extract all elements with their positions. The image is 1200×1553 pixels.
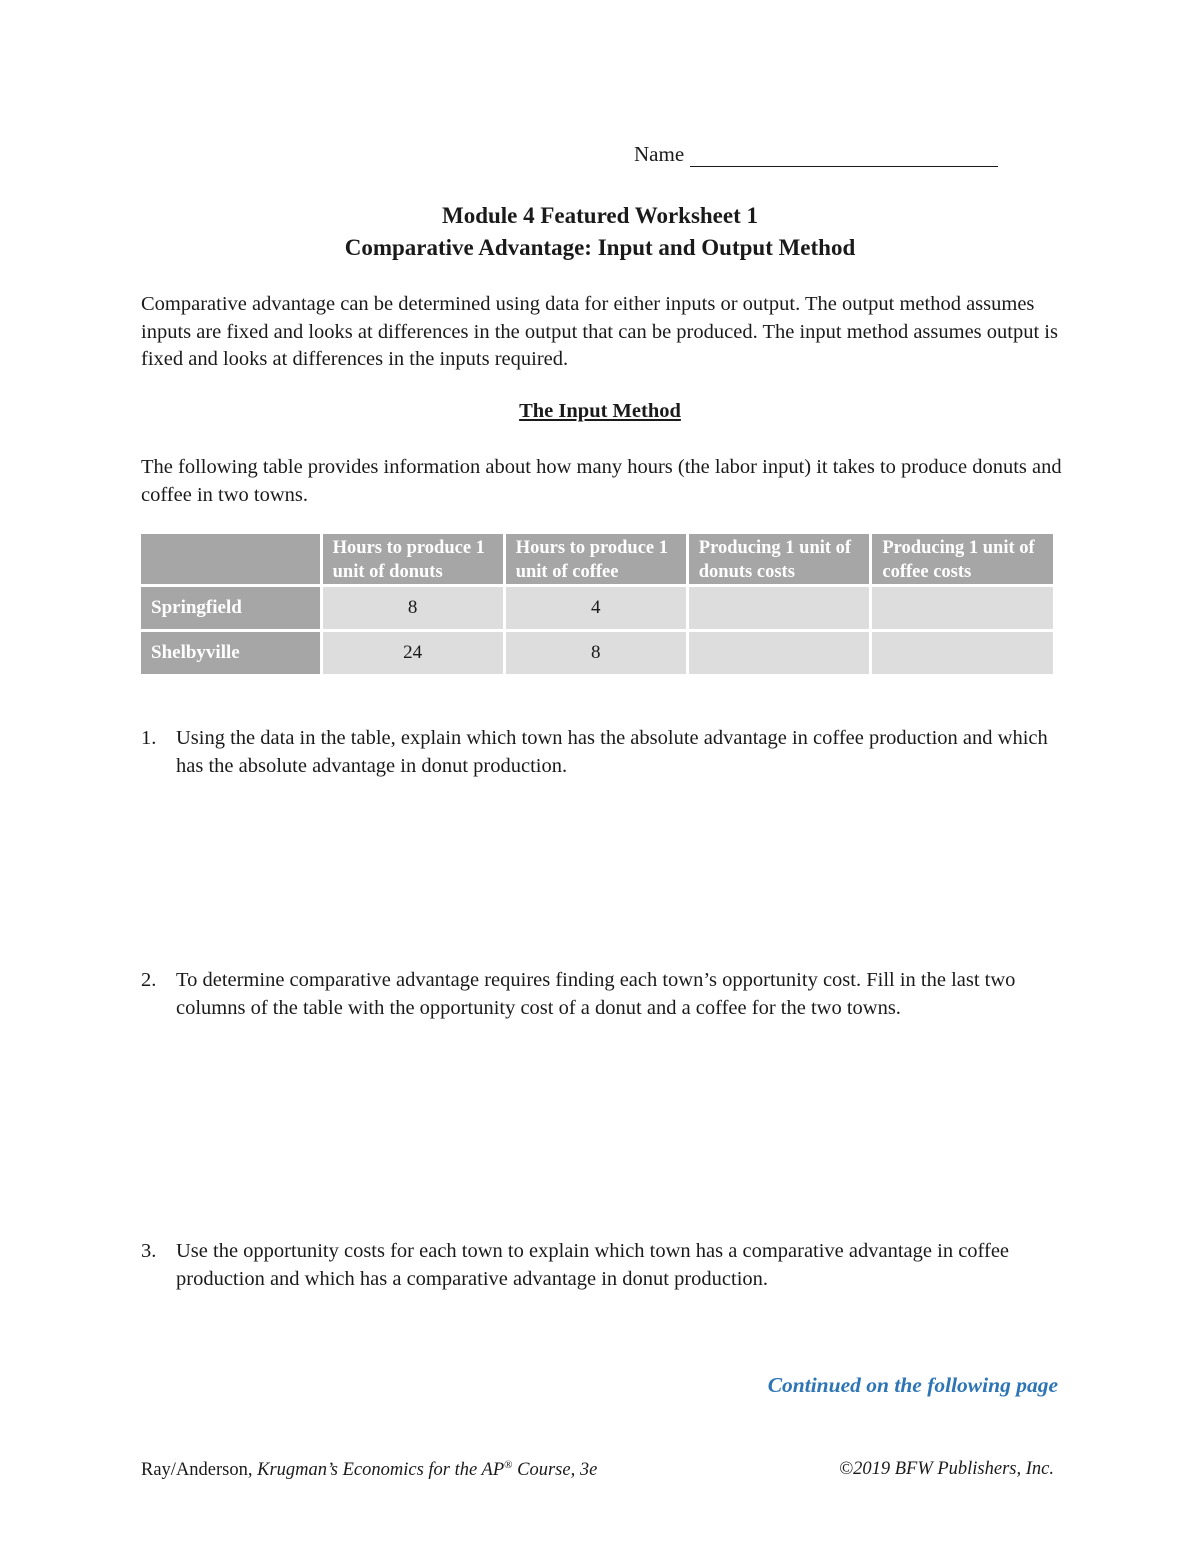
- intro-paragraph: Comparative advantage can be determined using data for either inputs or output. The output method assumes inputs are fixed and looks at differences in the output that can be produced. The input method assumes output is fixed and looks at differences in the inputs required.: [141, 293, 1058, 370]
- donut-cost-cell[interactable]: [689, 587, 870, 629]
- table-row: [141, 587, 1053, 629]
- table-header-donut-cost: Producing 1 unit of donuts costs: [689, 534, 870, 584]
- table-row: [141, 632, 1053, 674]
- coffee-hours-cell: 4: [506, 587, 686, 629]
- continued-note: Continued on the following page: [767, 1373, 1058, 1397]
- table-header-coffee-hours: Hours to produce 1 unit of coffee: [506, 534, 686, 584]
- donut-cost-cell[interactable]: [689, 632, 870, 674]
- table-header-row: [141, 534, 1053, 584]
- name-blank-line[interactable]: [690, 146, 998, 167]
- question-1: [141, 725, 1071, 780]
- table-header-donut-hours: Hours to produce 1 unit of donuts: [323, 534, 503, 584]
- coffee-cost-cell[interactable]: [872, 632, 1053, 674]
- question-text: To determine comparative advantage requires finding each town’s opportunity cost. Fill in the last two columns of the table with the opportunity cost of a donut and a coffee for the two towns.: [176, 969, 1016, 1019]
- coffee-cost-cell[interactable]: [872, 587, 1053, 629]
- town-name: Springfield: [141, 587, 320, 629]
- coffee-hours-cell: 8: [506, 632, 686, 674]
- table-intro-paragraph: The following table provides information about how many hours (the labor input) it takes to produce donuts and coffee in two towns.: [141, 456, 1062, 506]
- name-field: [634, 142, 998, 167]
- donut-hours-cell: 8: [323, 587, 503, 629]
- worksheet-subtitle: Comparative Advantage: Input and Output Method: [344, 235, 856, 260]
- name-label: Name: [634, 142, 685, 166]
- footer-authors: Ray/Anderson,: [141, 1460, 258, 1481]
- donut-hours-cell: 24: [323, 632, 503, 674]
- worksheet-title: Module 4 Featured Worksheet 1: [441, 203, 759, 228]
- town-name: Shelbyville: [141, 632, 320, 674]
- question-number: 3.: [141, 1240, 157, 1262]
- footer-book-title: Krugman’s Economics for the AP: [257, 1460, 505, 1481]
- table-header-coffee-cost: Producing 1 unit of coffee costs: [872, 534, 1053, 584]
- question-2: [141, 967, 1071, 1022]
- registered-mark: ®: [504, 1459, 513, 1471]
- question-text: Use the opportunity costs for each town to explain which town has a comparative advantage in coffee production and which has a comparative advantage in donut production.: [176, 1240, 1010, 1290]
- section-heading: The Input Method: [519, 400, 681, 422]
- question-3: [141, 1238, 1071, 1293]
- hours-table: [138, 531, 1056, 677]
- footer-edition: Course, 3e: [512, 1460, 598, 1481]
- footer-citation: [141, 1459, 597, 1481]
- question-number: 2.: [141, 969, 157, 991]
- question-text: Using the data in the table, explain which town has the absolute advantage in coffee production and which has the absolute advantage in donut production.: [176, 727, 1048, 777]
- table-header-corner: [141, 534, 320, 584]
- question-number: 1.: [141, 727, 157, 749]
- footer-copyright: ©2019 BFW Publishers, Inc.: [839, 1459, 1054, 1479]
